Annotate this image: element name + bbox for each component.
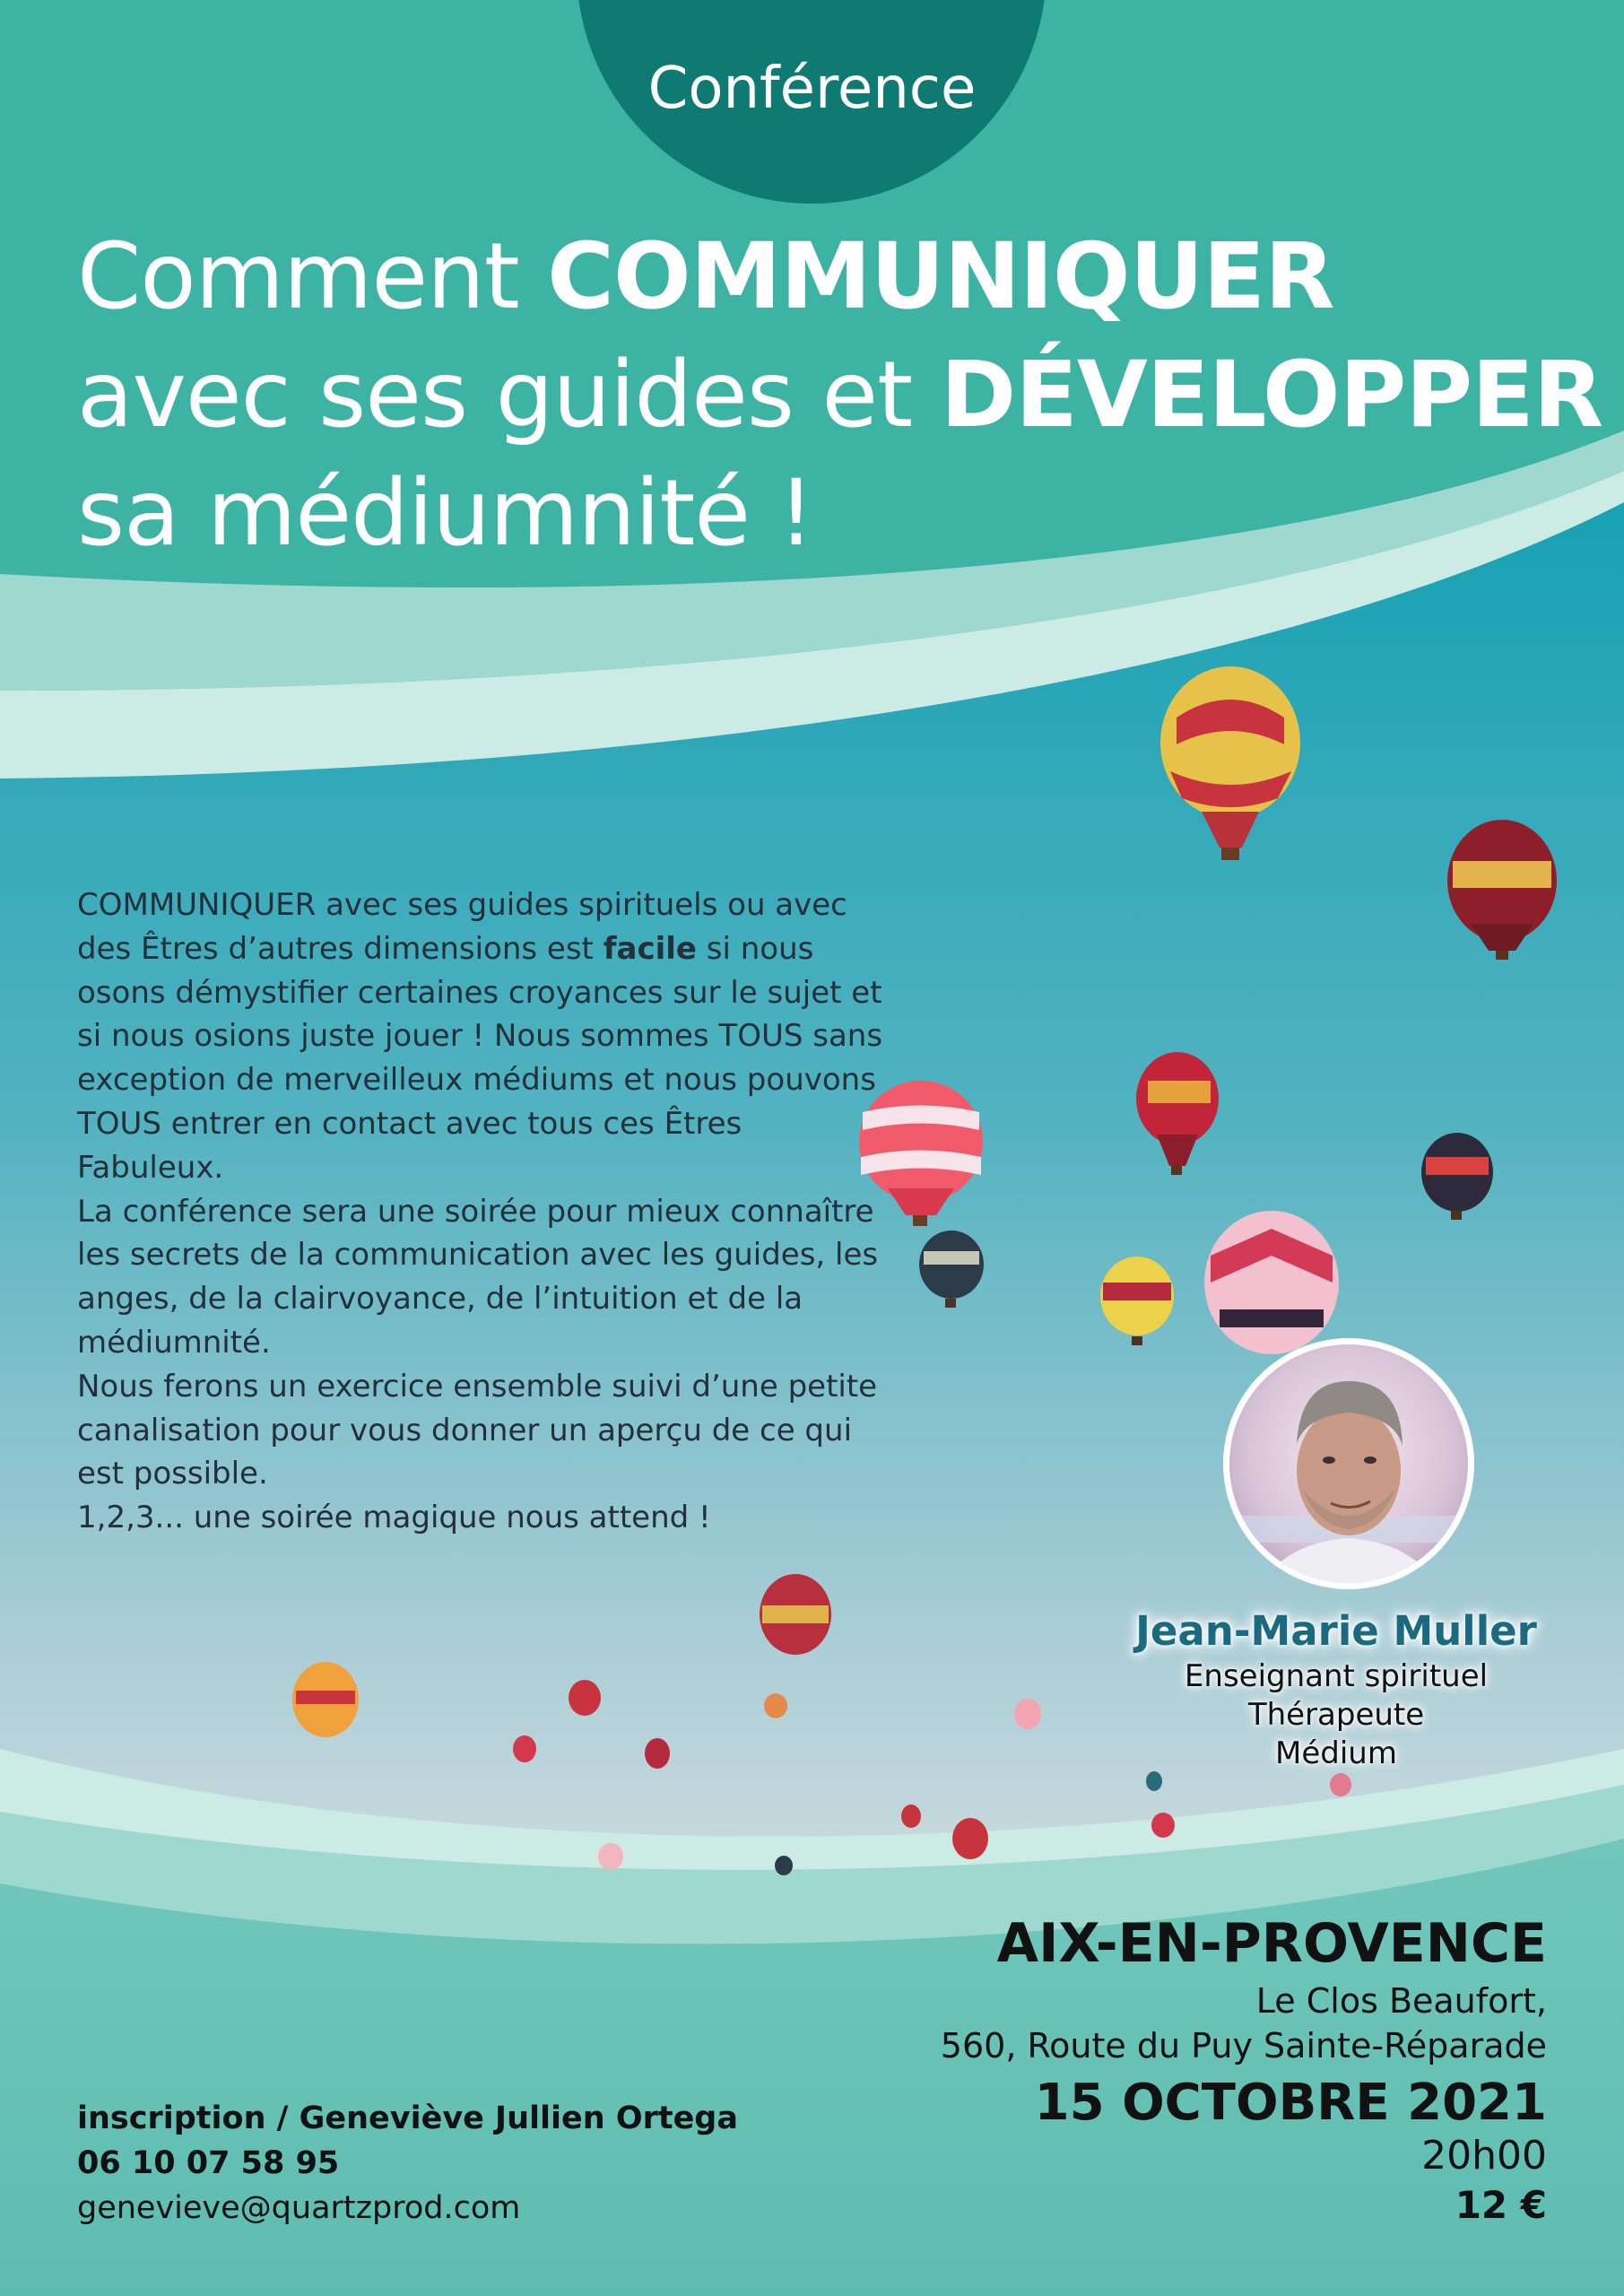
balloon-large-3 xyxy=(1204,1211,1339,1354)
registration-email[interactable]: genevieve@quartzprod.com xyxy=(77,2190,521,2226)
description-paragraph-1 xyxy=(77,883,884,1190)
headline-line-3-regular: sa médiumnité ! xyxy=(77,460,814,567)
badge-label: Conférence xyxy=(647,56,977,122)
registration-phone[interactable]: 06 10 07 58 95 xyxy=(77,2145,340,2181)
headline-line-3 xyxy=(77,455,813,573)
event-venue: Le Clos Beaufort, xyxy=(1255,1981,1547,2021)
event-date: 15 OCTOBRE 2021 xyxy=(1034,2074,1547,2132)
description-p1-before: COMMUNIQUER avec ses guides spirituels ou avec des Êtres d’autres dimensions est xyxy=(77,887,847,967)
description-paragraph-2: La conférence sera une soirée pour mieux connaître les secrets de la communication avec les guides, les anges, de la clairvoyance, de l’intuition et de la médiumnité. xyxy=(77,1193,879,1361)
event-city: AIX-EN-PROVENCE xyxy=(996,1912,1547,1975)
speaker-name: Jean-Marie Muller xyxy=(1135,1607,1537,1655)
speaker-role-2: Thérapeute xyxy=(1247,1697,1425,1733)
headline-line-2 xyxy=(77,336,1602,455)
description-paragraph-3: Nous ferons un exercice ensemble suivi d’une petite canalisation pour vous donner un aperçu de ce qui est possible. xyxy=(77,1368,878,1492)
speaker-role-3: Médium xyxy=(1275,1735,1397,1771)
description-p1-after: si nous osons démystifier certaines croyances sur le sujet et si nous osions juste jouer ! Nous sommes TOUS sans exception de merveilleux médiums et nous pouvons TOUS entrer en contact avec tous ces Êtres Fabuleux. xyxy=(77,930,883,1186)
description xyxy=(77,883,884,1540)
event-price: 12 € xyxy=(1455,2183,1547,2227)
description-p1-bold: facile xyxy=(603,930,697,967)
headline-line-2-bold: DÉVELOPPER xyxy=(940,342,1603,448)
headline-line-2-regular: avec ses guides et xyxy=(77,342,941,448)
headline-line-1-bold: COMMUNIQUER xyxy=(547,223,1334,330)
description-paragraph-4: 1,2,3... une soirée magique nous attend ! xyxy=(77,1500,711,1536)
registration-label: inscription / Geneviève Jullien Ortega xyxy=(77,2100,738,2136)
speaker-role-1: Enseignant spirituel xyxy=(1184,1658,1489,1694)
headline-line-1 xyxy=(77,218,1334,336)
event-address: 560, Route du Puy Sainte-Réparade xyxy=(940,2026,1547,2066)
event-time: 20h00 xyxy=(1421,2133,1547,2179)
headline-line-1-regular: Comment xyxy=(77,223,548,330)
